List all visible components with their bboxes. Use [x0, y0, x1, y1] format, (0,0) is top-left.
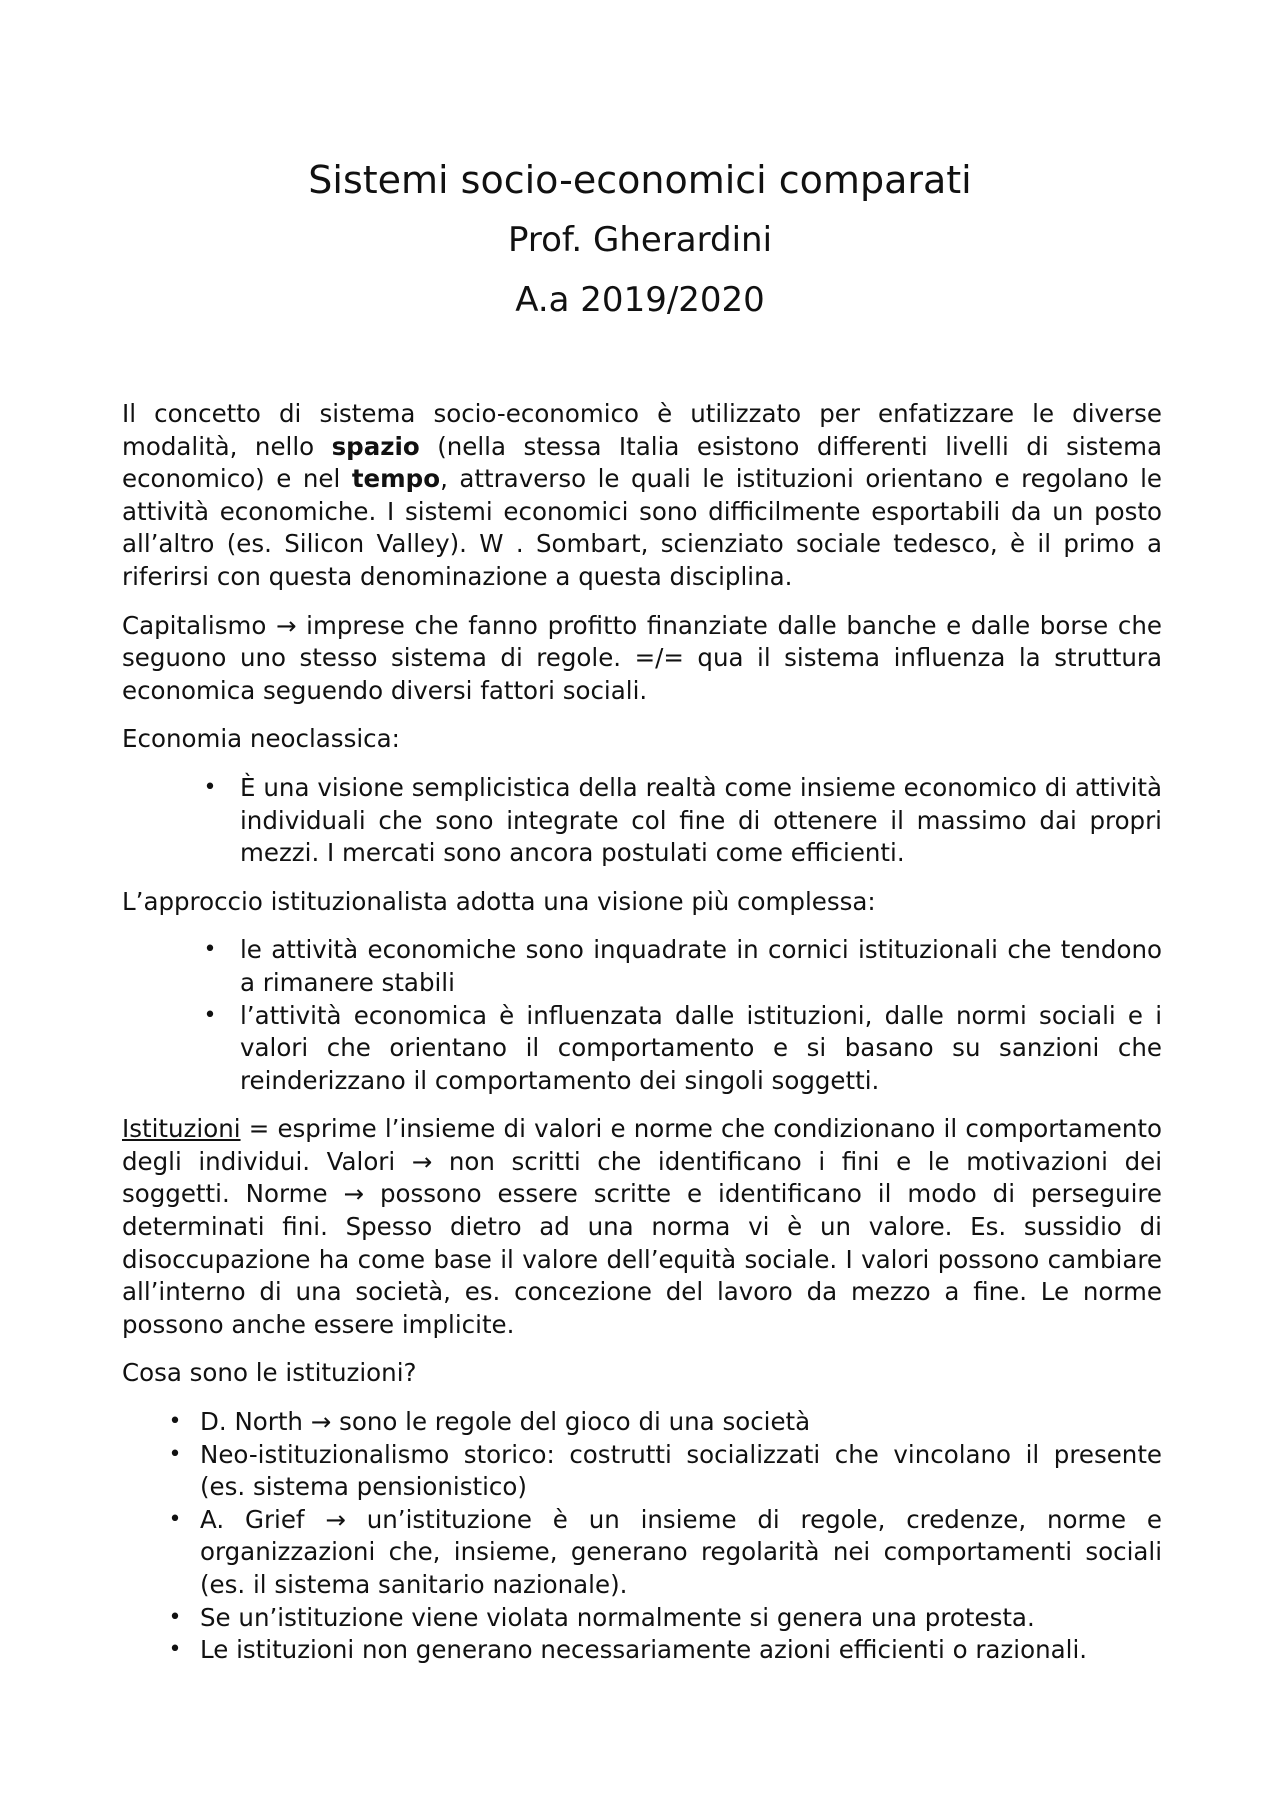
list-item — [122, 1602, 1162, 1635]
definitions-list — [122, 1406, 1162, 1667]
neo-text: Neo-istituzionalismo storico: costrutti socializzati che vincolano il presente (es. sistema pensionistico) — [200, 1439, 1162, 1502]
institutions-text-1: = esprime l’insieme di valori e norme che condizionano il comportamento degli individui. Valori — [122, 1114, 1162, 1176]
page-title: Sistemi socio-economici comparati — [308, 158, 972, 202]
list-item-text: le attività economiche sono inquadrate in cornici istituzionali che tendono a rimanere stabili — [240, 935, 1162, 997]
bullet-icon: • — [168, 1409, 182, 1435]
list-item — [122, 1439, 1162, 1504]
list-item-text: l’attività economica è influenzata dalle istituzioni, dalle normi sociali e i valori che orientano il comportamento e si basano su sanzioni che reinderizzano il comportamento dei singoli soggetti. — [240, 1000, 1162, 1095]
list-item — [122, 1504, 1162, 1602]
list-item — [122, 772, 1162, 870]
efficiency-text: Le istituzioni non generano necessariamente azioni efficienti o razionali. — [200, 1635, 1088, 1665]
bullet-icon: • — [168, 1604, 182, 1630]
intro-text-2: (nella stessa Italia esistono differenti livelli di sistema economico) e nel — [122, 431, 1162, 494]
neoclassical-list — [122, 772, 1162, 870]
institutionalist-label: L’approccio istituzionalista adotta una visione più complessa: — [122, 886, 876, 916]
arrow-icon: → — [411, 1146, 433, 1176]
bullet-icon: • — [168, 1637, 182, 1663]
capitalism-text: imprese che fanno profitto finanziate dalle banche e dalle borse che seguono uno stesso sistema di regole. =/= qua il sistema influenza la struttura economica seguendo diversi fattori sociali. — [122, 610, 1162, 705]
question-label: Cosa sono le istituzioni? — [122, 1358, 417, 1388]
north-name: D. North — [200, 1407, 303, 1437]
intro-paragraph — [122, 398, 1162, 594]
arrow-icon: → — [325, 1504, 346, 1534]
bullet-icon: • — [203, 937, 217, 963]
document-body — [122, 398, 1162, 1683]
professor-name: Prof. Gherardini — [507, 220, 773, 260]
list-item — [122, 1634, 1162, 1667]
arrow-icon: → — [276, 610, 297, 640]
arrow-icon: → — [343, 1179, 365, 1209]
bullet-icon: • — [168, 1506, 182, 1532]
bullet-icon: • — [168, 1441, 182, 1467]
list-item-text: È una visione semplicistica della realtà come insieme economico di attività individuali che sono integrate col fine di ottenere il massimo dai propri mezzi. I mercati sono ancora postulati come efficienti. — [240, 772, 1162, 868]
neoclassical-label: Economia neoclassica: — [122, 724, 400, 754]
grief-text: un’istituzione è un insieme di regole, credenze, norme e organizzazioni che, insieme, generano regolarità nei comportamenti sociali (es. il sistema sanitario nazionale). — [200, 1504, 1162, 1599]
intro-text-3: , attraverso le quali le istituzioni orientano e regolano le attività economiche. I sistemi economici sono difficilmente esportabili da un posto all’altro (es. Silicon Valley). W . Sombart, scienziato sociale tedesco, è il primo a riferirsi con questa denominazione a questa disciplina. — [122, 464, 1162, 591]
institutions-text-2: non scritti che identificano i fini e le motivazioni dei soggetti. Norme — [122, 1146, 1162, 1209]
arrow-icon: → — [310, 1407, 332, 1437]
bullet-icon: • — [203, 774, 217, 800]
bullet-icon: • — [203, 1002, 217, 1028]
academic-year: A.a 2019/2020 — [515, 280, 765, 320]
institutionalist-list — [122, 934, 1162, 1097]
institutions-paragraph — [122, 1113, 1162, 1341]
list-item — [122, 1000, 1162, 1098]
institutions-text-3: possono essere scritte e identificano il modo di perseguire determinati fini. Spesso dietro ad una norma vi è un valore. Es. sussidio di disoccupazione ha come base il valore dell’equità sociale. I valori possono cambiare all’interno di una società, es. concezione del lavoro da mezzo a fine. Le norme possono anche essere implicite. — [122, 1179, 1162, 1339]
bold-tempo: tempo — [351, 464, 441, 494]
capitalism-term: Capitalismo — [122, 610, 267, 640]
bold-spazio: spazio — [331, 431, 420, 461]
protest-text: Se un’istituzione viene violata normalmente si genera una protesta. — [200, 1602, 1035, 1632]
intro-text-1: Il concetto di sistema socio-economico è utilizzato per enfatizzare le diverse modalità, nello — [122, 399, 1162, 461]
capitalism-paragraph — [122, 610, 1162, 708]
north-text: sono le regole del gioco di una società — [331, 1407, 811, 1437]
institutions-term: Istituzioni — [122, 1114, 241, 1144]
title-block — [0, 150, 1280, 330]
list-item — [122, 934, 1162, 999]
grief-name: A. Grief — [200, 1504, 305, 1534]
list-item — [122, 1406, 1162, 1439]
